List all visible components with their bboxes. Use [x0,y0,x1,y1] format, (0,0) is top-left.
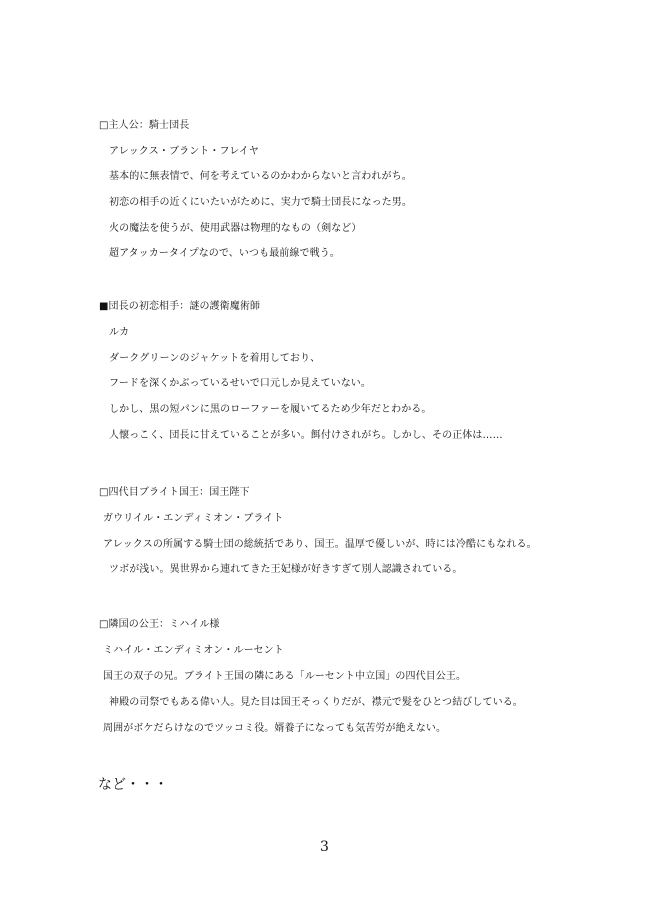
description-line: 神殿の司祭でもある偉い人。見た目は国王そっくりだが、襟元で髪をひとつ結びしている。 [109,697,523,708]
page-number: 3 [320,839,329,855]
description-line: 初恋の相手の近くにいたいがために、実力で騎士団長になった男。 [109,197,412,208]
description-line: 周囲がボケだらけなのでツッコミ役。婿養子になっても気苦労が絶えない。 [103,723,447,734]
character-name: ミハイル・エンディミオン・ルーセント [103,645,284,656]
description-line: ダークグリーンのジャケットを着用しており、 [109,353,321,364]
section-heading: □隣国の公王：ミハイル様 [99,619,220,630]
description-line: しかし、黒の短パンに黒のローファーを履いてるため少年だとわかる。 [109,404,432,415]
description-line: 超アタッカータイプなので、いつも最前線で戦う。 [109,248,340,259]
section-heading: □主人公：騎士団長 [99,120,190,131]
description-line: アレックスの所属する騎士団の総統括であり、国王。温厚で優しいが、時には冷酷にもなれる。 [103,539,537,550]
section-heading: ■団長の初恋相手：謎の護衛魔術師 [99,301,261,312]
character-name: ガウリイル・エンディミオン・ブライト [103,513,284,524]
description-line: フードを深くかぶっているせいで口元しか見えていない。 [109,378,371,389]
description-line: 人懐っこく、団長に甘えていることが多い。餌付けされがち。しかし、その正体は…… [109,430,503,441]
description-line: 国王の双子の兄。ブライト王国の隣にある「ルーセント中立国」の四代目公王。 [103,671,467,682]
description-line: ツボが浅い。異世界から連れてきた王妃様が好きすぎて別人認識されている。 [109,564,463,575]
character-name: ルカ [109,327,130,338]
section-heading: □四代目ブライト国王：国王陛下 [99,487,250,498]
closing-text: など・・・ [98,777,168,793]
character-name: アレックス・ブラント・フレイヤ [109,146,259,157]
description-line: 火の魔法を使うが、使用武器は物理的なもの（剣など） [109,223,362,234]
description-line: 基本的に無表情で、何を考えているのかわからないと言われがち。 [109,171,412,182]
